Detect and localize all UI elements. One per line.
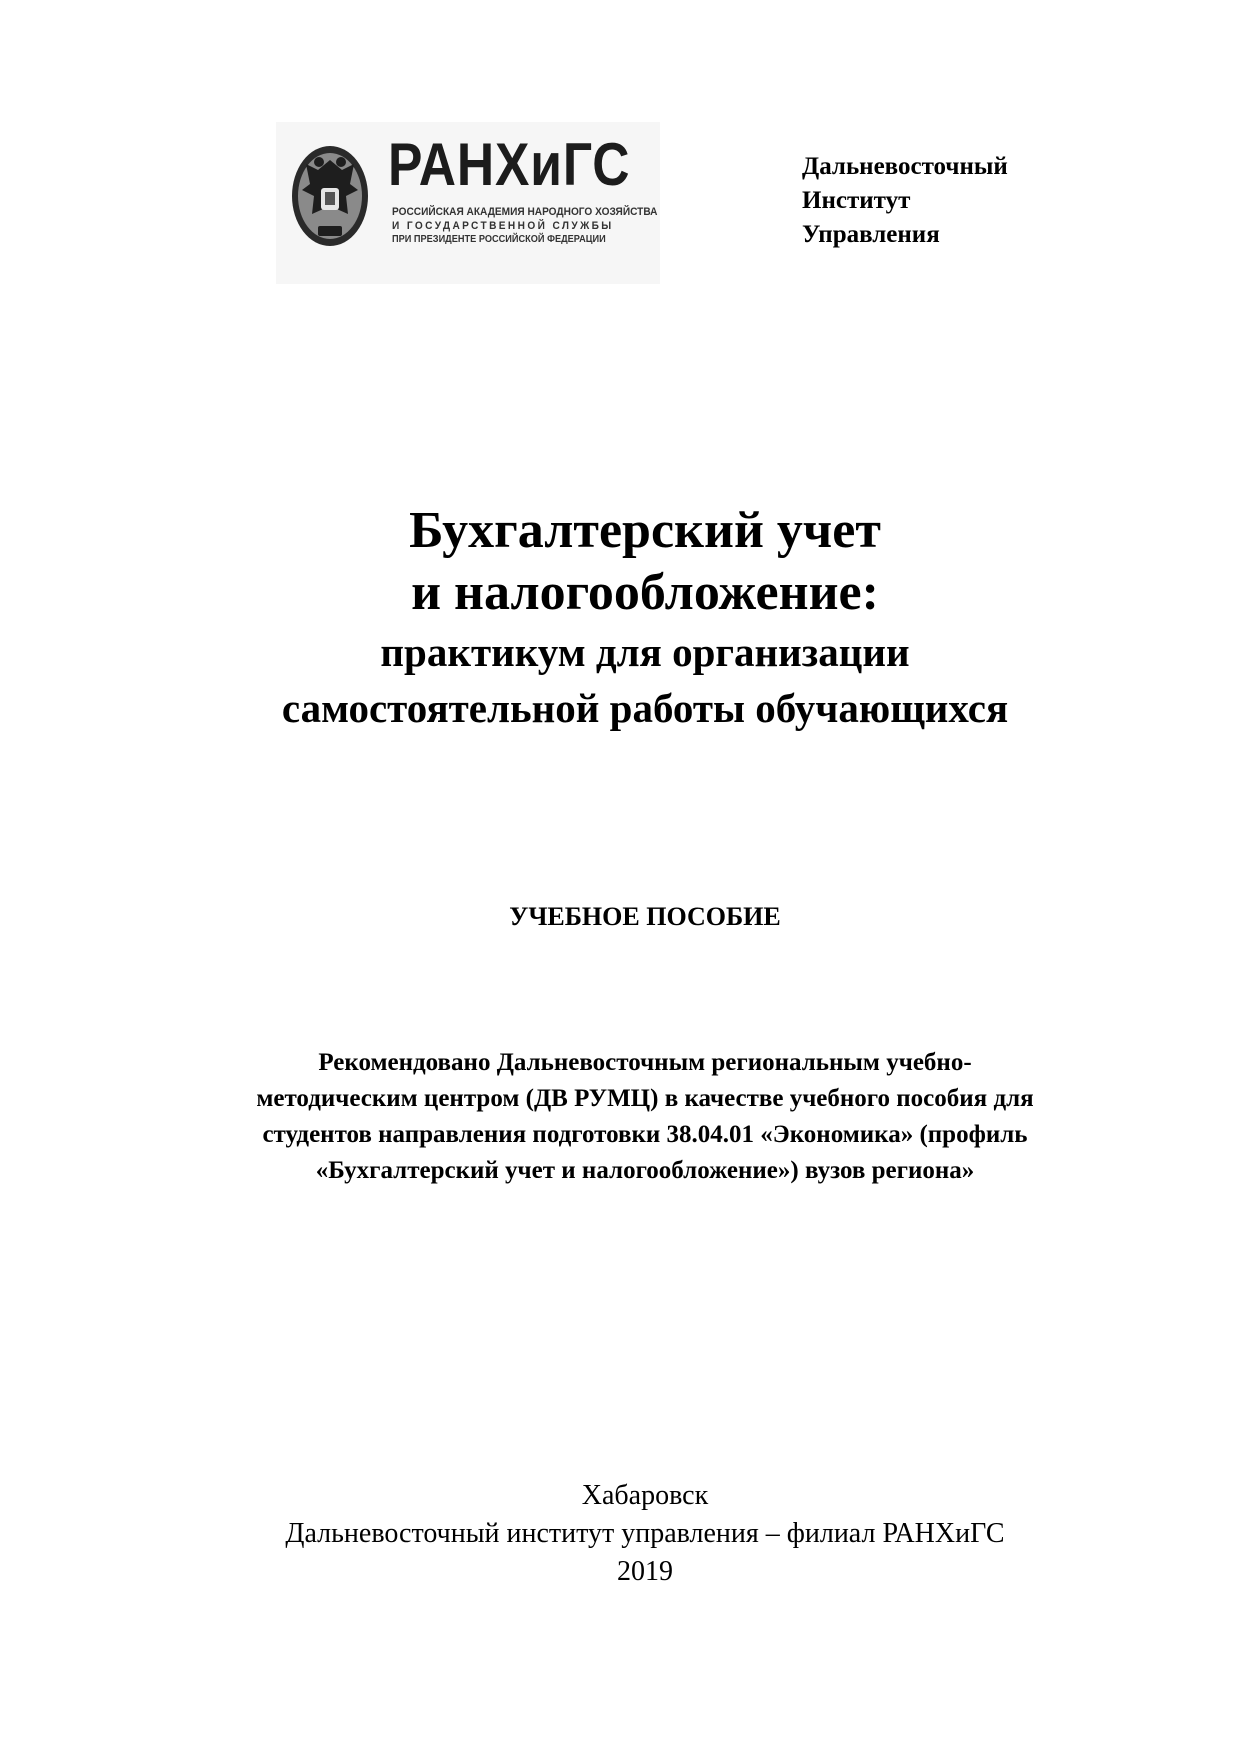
institute-line: Управления: [802, 221, 940, 248]
double-headed-eagle-emblem-icon: [288, 140, 372, 252]
ranepa-logo: [276, 122, 660, 284]
document-type: УЧЕБНОЕ ПОСОБИЕ: [509, 902, 781, 931]
imprint-year: 2019: [617, 1556, 673, 1587]
recommendation-text: [0, 1045, 1241, 1189]
logo-line-1: РОССИЙСКАЯ АКАДЕМИЯ НАРОДНОГО ХОЗЯЙСТВА: [392, 206, 658, 218]
book-title: [0, 500, 1241, 736]
recommendation-line: студентов направления подготовки 38.04.01 «Экономика» (профиль: [262, 1121, 1028, 1148]
title-line-1: Бухгалтерский учет: [409, 502, 881, 559]
institute-name: [802, 150, 1008, 252]
institute-line: Дальневосточный: [802, 153, 1008, 180]
logo-line-3: ПРИ ПРЕЗИДЕНТЕ РОССИЙСКОЙ ФЕДЕРАЦИИ: [392, 234, 606, 245]
imprint-publisher: Дальневосточный институт управления – филиал РАНХиГС: [285, 1518, 1005, 1549]
subtitle-line-1: практикум для организации: [380, 629, 910, 675]
recommendation-line: «Бухгалтерский учет и налогообложение») вузов региона»: [315, 1157, 975, 1184]
imprint: [0, 1477, 1241, 1591]
recommendation-line: Рекомендовано Дальневосточным региональным учебно-: [318, 1049, 972, 1076]
recommendation-line: методическим центром (ДВ РУМЦ) в качестве учебного пособия для: [256, 1085, 1034, 1112]
institute-line: Институт: [802, 187, 911, 214]
imprint-city: Хабаровск: [581, 1480, 709, 1511]
logo-line-2: И ГОСУДАРСТВЕННОЙ СЛУЖБЫ: [392, 220, 614, 232]
logo-abbreviation: РАНХиГС: [388, 131, 631, 198]
subtitle-line-2: самостоятельной работы обучающихся: [281, 685, 1009, 731]
title-line-2: и налогообложение:: [411, 564, 879, 621]
